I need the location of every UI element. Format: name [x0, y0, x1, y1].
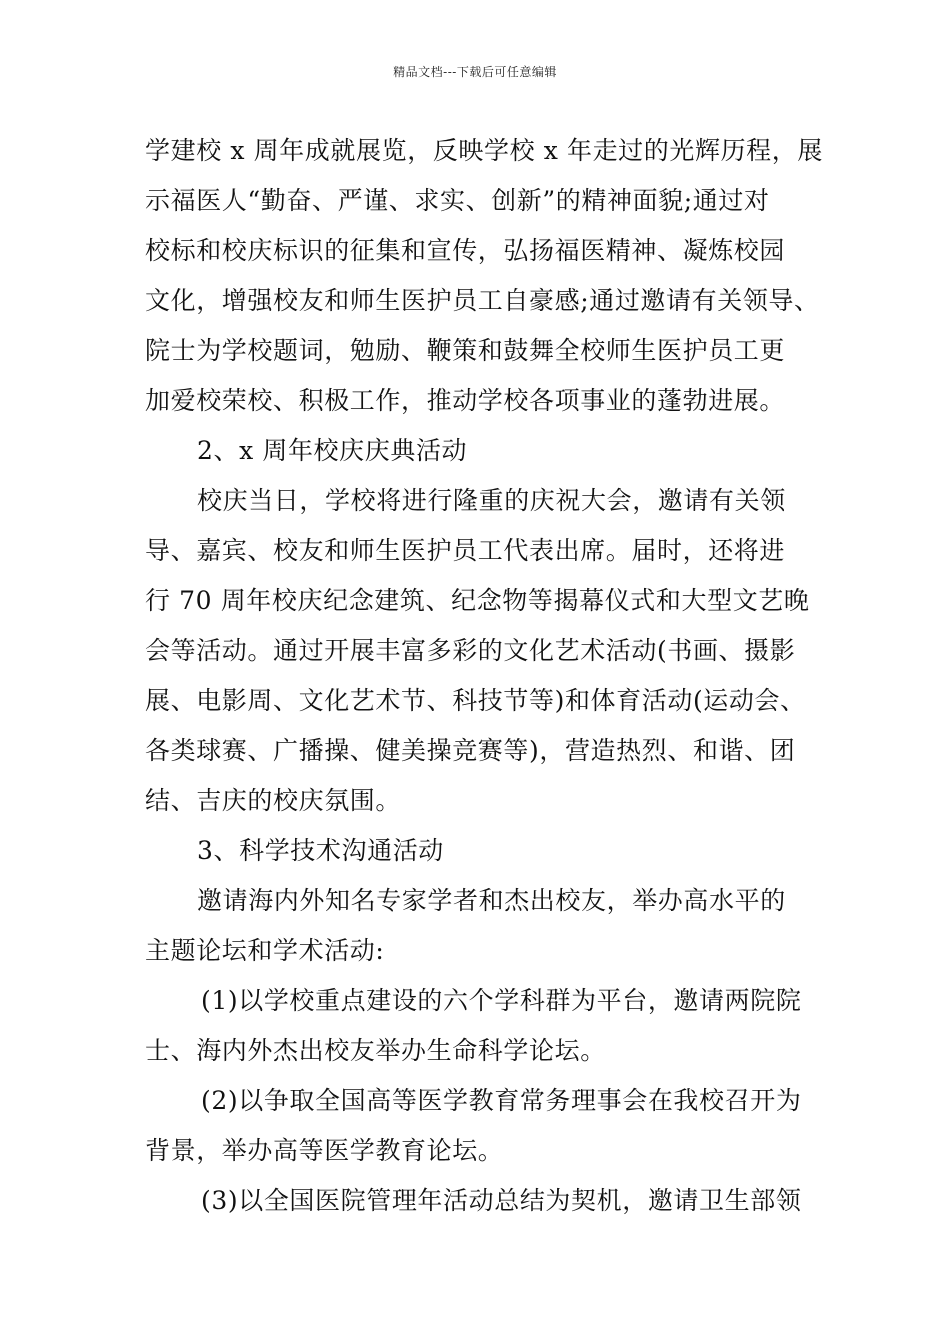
text-line: 主题论坛和学术活动: [145, 936, 385, 965]
text-line: 导、嘉宾、校友和师生医护员工代表出席。届时，还将进 [145, 536, 786, 565]
section-heading: 2、x 周年校庆庆典活动 [197, 436, 468, 465]
text-line: 邀请海内外知名专家学者和杰出校友，举办高水平的 [197, 886, 786, 915]
text-line: 加爱校荣校、积极工作，推动学校各项事业的蓬勃进展。 [145, 386, 786, 415]
text-line: 示福医人“勤奋、严谨、求实、创新”的精神面貌;通过对 [145, 186, 770, 215]
page-header: 精品文档---下载后可任意编辑 [393, 65, 557, 79]
text-line: 背景，举办高等医学教育论坛。 [145, 1136, 504, 1165]
text-line: 士、海内外杰出校友举办生命科学论坛。 [145, 1036, 606, 1065]
body-text [145, 126, 835, 1226]
text-line: 校庆当日，学校将进行隆重的庆祝大会，邀请有关领 [197, 486, 786, 515]
list-item: (2)以争取全国高等医学教育常务理事会在我校召开为 [201, 1086, 802, 1115]
text-line: 文化，增强校友和师生医护员工自豪感;通过邀请有关领导、 [145, 286, 820, 315]
text-line: 院士为学校题词，勉励、鞭策和鼓舞全校师生医护员工更 [145, 336, 786, 365]
text-line: 结、吉庆的校庆氛围。 [145, 786, 402, 815]
text-line: 会等活动。通过开展丰富多彩的文化艺术活动(书画、摄影 [145, 636, 796, 665]
text-line: 各类球赛、广播操、健美操竞赛等)，营造热烈、和谐、团 [145, 736, 796, 765]
list-item: (1)以学校重点建设的六个学科群为平台，邀请两院院 [201, 986, 802, 1015]
text-line: 展、电影周、文化艺术节、科技节等)和体育活动(运动会、 [145, 686, 806, 715]
text-line: 行 70 周年校庆纪念建筑、纪念物等揭幕仪式和大型文艺晚 [145, 586, 810, 615]
text-line: 学建校 x 周年成就展览，反映学校 x 年走过的光辉历程，展 [145, 136, 823, 165]
section-heading: 3、科学技术沟通活动 [197, 836, 444, 865]
list-item: (3)以全国医院管理年活动总结为契机，邀请卫生部领 [201, 1186, 802, 1215]
text-line: 校标和校庆标识的征集和宣传，弘扬福医精神、凝炼校园 [145, 236, 786, 265]
